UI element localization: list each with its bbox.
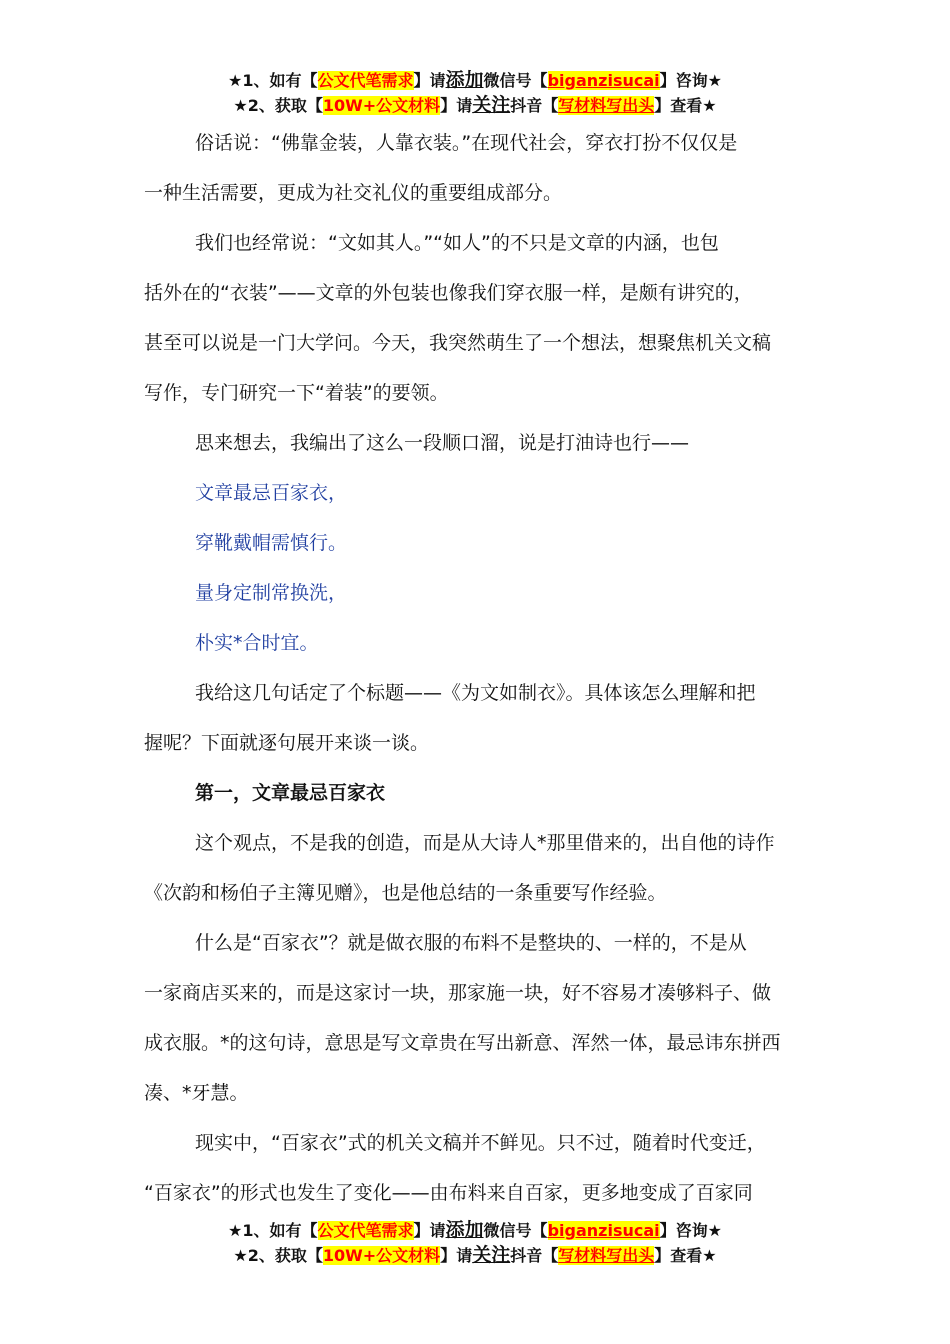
emphasis-text: 添加 [445,69,484,91]
poem-line: 文章最忌百家衣， [195,482,348,504]
paragraph-line: 我给这几句话定了个标题——《为文如制衣》。具体该怎么理解和把 [195,682,756,704]
banner-text: 抖音【 [510,96,559,115]
banner-text: 微信号【 [483,71,548,90]
wechat-id[interactable]: biganzisucai [547,1221,660,1240]
paragraph-line: 我们也经常说：“文如其人。”“如人”的不只是文章的内涵，也包 [195,232,719,254]
douyin-account[interactable]: 写材料写出头 [558,1246,655,1265]
paragraph-line: 思来想去，我编出了这么一段顺口溜，说是打油诗也行—— [195,432,690,454]
section-heading: 第一，文章最忌百家衣 [195,782,386,804]
banner-text: ★1、如有【 [228,71,318,90]
banner-line-2 [0,93,950,118]
paragraph-line: 甚至可以说是一门大学问。今天，我突然萌生了一个想法，想聚焦机关文稿 [144,332,772,354]
banner-text: ★1、如有【 [228,1221,318,1240]
paragraph-line: 《次韵和杨伯子主簿见赠》，也是他总结的一条重要写作经验。 [144,882,667,904]
emphasis-text: 关注 [472,94,511,116]
banner-text: 】咨询★ [659,71,722,90]
paragraph-line: 握呢？下面就逐句展开来谈一谈。 [144,732,430,754]
banner-text: 抖音【 [510,1246,559,1265]
banner-text: ★2、获取【 [233,1246,323,1265]
poem-line: 量身定制常换洗， [195,582,348,604]
highlight-text: 公文代笔需求 [317,71,414,90]
highlight-text: 10W+公文材料 [322,1246,441,1265]
header-banner [0,68,950,118]
paragraph-line: 成衣服。*的这句诗，意思是写文章贵在写出新意、浑然一体，最忌讳东拼西 [144,1032,781,1054]
emphasis-text: 添加 [445,1219,484,1241]
paragraph-line: 现实中，“百家衣”式的机关文稿并不鲜见。只不过，随着时代变迁， [195,1132,766,1154]
banner-text: 】咨询★ [659,1221,722,1240]
banner-text: ★2、获取【 [233,96,323,115]
paragraph-line: 写作，专门研究一下“着装”的要领。 [144,382,449,404]
douyin-account[interactable]: 写材料写出头 [558,96,655,115]
banner-text: 】请 [413,1221,446,1240]
paragraph-line: “百家衣”的形式也发生了变化——由布料来自百家，更多地变成了百家同 [144,1182,753,1204]
banner-text: 】请 [413,71,446,90]
paragraph-line: 凑、*牙慧。 [144,1082,249,1104]
wechat-id[interactable]: biganzisucai [547,71,660,90]
banner-text: 】查看★ [654,96,717,115]
footer-banner [0,1218,950,1268]
paragraph-line: 括外在的“衣装”——文章的外包装也像我们穿衣服一样，是颇有讲究的， [144,282,753,304]
banner-text: 】查看★ [654,1246,717,1265]
paragraph-line: 一种生活需要，更成为社交礼仪的重要组成部分。 [144,182,563,204]
banner-text: 】请 [440,96,473,115]
banner-line-1 [0,68,950,93]
highlight-text: 10W+公文材料 [322,96,441,115]
poem-line: 穿靴戴帽需慎行。 [195,532,348,554]
paragraph-line: 这个观点，不是我的创造，而是从大诗人*那里借来的，出自他的诗作 [195,832,775,854]
highlight-text: 公文代笔需求 [317,1221,414,1240]
banner-text: 微信号【 [483,1221,548,1240]
article-body [144,118,824,1218]
paragraph-line: 一家商店买来的，而是这家讨一块，那家施一块，好不容易才凑够料子、做 [144,982,772,1004]
banner-line-2 [0,1243,950,1268]
paragraph-line: 俗话说：“佛靠金装，人靠衣装。”在现代社会，穿衣打扮不仅仅是 [195,132,738,154]
emphasis-text: 关注 [472,1244,511,1266]
paragraph-line: 什么是“百家衣”？就是做衣服的布料不是整块的、一样的，不是从 [195,932,747,954]
banner-text: 】请 [440,1246,473,1265]
poem-line: 朴实*合时宜。 [195,632,319,654]
banner-line-1 [0,1218,950,1243]
